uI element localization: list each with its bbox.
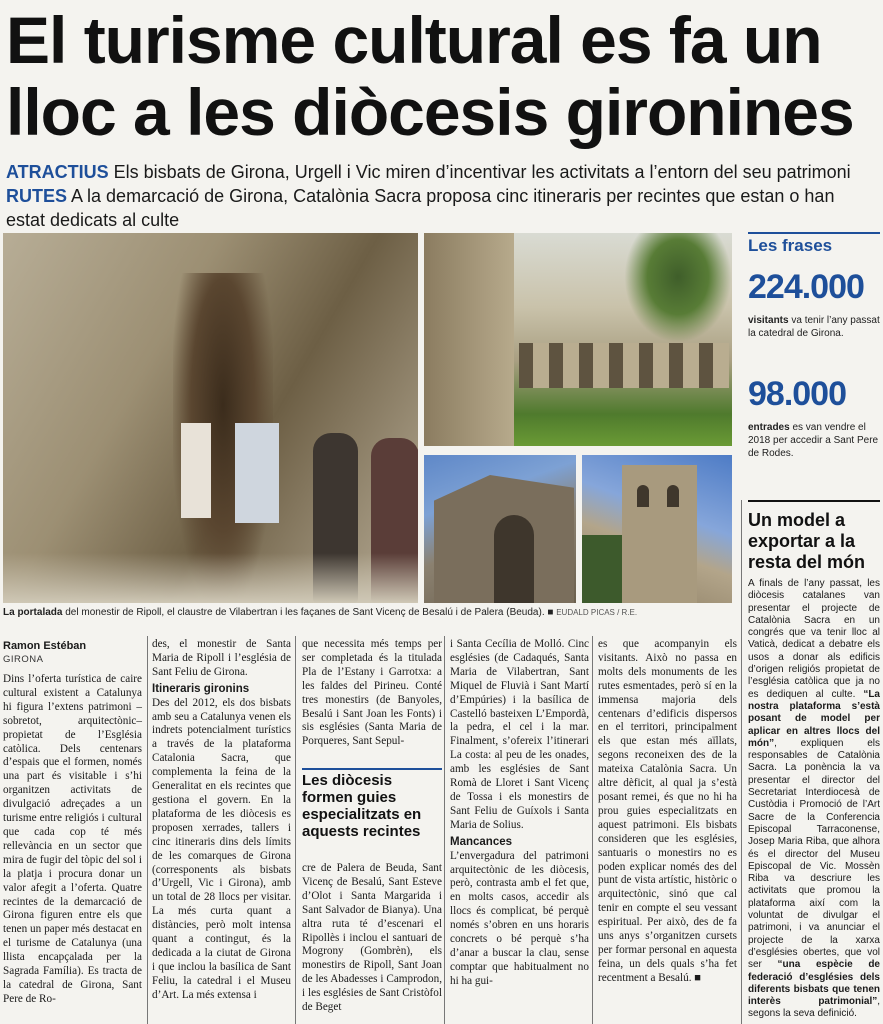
headline-line-2: lloc a les diòcesis gironines: [6, 75, 854, 149]
model-box-title: Un model a exportar a la resta del món: [748, 510, 866, 572]
article-column-2: [152, 638, 291, 1003]
model-box-body: [748, 578, 880, 1021]
stat-bold-2: entrades: [748, 422, 790, 433]
article-column-4: [450, 638, 589, 989]
byline-city: GIRONA: [3, 654, 44, 665]
caption-lead: La portalada: [3, 607, 63, 618]
model-body-a: A finals de l’any passat, les diòcesis catalanes van presentar el projecte de Catalònia Sacra en un congrés que va tenir lloc al Vaticà, dedicat a debatre els usos a donar als edificis d’origen religiós propietat de l’església catòlica que ja no es dediquen al culte.: [748, 578, 880, 700]
model-body-quote-1: “La nostra plataforma s’està posant de model per aplicar en altres llocs del món”: [748, 688, 880, 749]
stat-text-1: [748, 314, 880, 340]
subhead-text-1: Els bisbats de Girona, Urgell i Vic miren d’incentivar les activitats a l’entorn del seu patrimoni: [108, 162, 851, 182]
article-column-3: [302, 638, 442, 749]
sidebar-title: Les frases: [748, 236, 833, 255]
byline-author: Ramon Estéban: [3, 640, 87, 652]
column-2-text-b: Des del 2012, els dos bisbats amb seu a Catalunya venen els indrets potencialment turístics a través de la plataforma Catalonia Sacra, que complementa la feina de la Generalitat en els recintes que gestiona el govern. En la plataforma de les diòcesis es proposen xerrades, tallers i cinc itineraris dins dels límits de les comarques de Girona (corresponents als bisbats d’Urgell, Vic i Girona), amb un total de 28 llocs per visitar. La més curta quant a distàncies, però molt intensa quant a contingut, és la dedicada a la ciutat de Girona i que inclou la basílica de Sant Feliu, la catedral i el Museu d’Art. La més extensa i: [152, 696, 291, 1001]
model-body-c: , expliquen els responsables de Catalònia Sacra. La ponència la va presentar el director del Secretariat Interdiocesà de Custòdia i Promoció de l’Art Sacre de la Conferencia Episcopal Tarraconense, Josep Maria Riba, que alhora és el director del Museu Episcopal de Vic. Mossèn Riba va descriure les activitats que promou la plataforma així com la voluntat de divulgar el patrimoni, i va anunciar el projecte de la xarxa d’esglésies obertes, que vol ser: [748, 737, 880, 971]
column-4-text-b: L’envergadura del patrimoni arquitectònic de les diòcesis, però, contrasta amb el fet que, en molts casos, accedir als llocs és complicat, bé perquè només s’obren en uns horaris concrets o bé perquè s’ha d’anar a buscar la clau, sense comptar que habitualment no hi ha gui-: [450, 849, 589, 987]
column-5-text: es que acompanyin els visitants. Això no passa en molts dels monuments de les rutes esmentades, però sí en la immensa majoria dels centenars d’edificis dispersos en el territori, principalment els que estan més aïllats, segons reconeixen des de la mateixa Catalònia Sacra. Un altre dèficit, al qual ja s’està posant remei, és que no hi ha prou guies especialitzats en aquest patrimoni. Els bisbats consideren que les esglésies, santuaris o monestirs no es poden explicar només des del punt de vista artístic, històric o arquitectònic, sinó que cal tenir en compte el seu vessant espiritual. Per això, des de fa uns anys s’organitzen cursets per formar personal en aquesta feina, un dels quals s’ha fet recentment a Besalú. ■: [598, 638, 737, 984]
stat-desc-1: va tenir l’any passat la catedral de Girona.: [748, 315, 880, 339]
photo-besalu-facade: [424, 455, 576, 603]
column-1-text: Dins l’oferta turística de caire cultural existent a Catalunya hi figura l’extens patrimoni –sobretot, arquitectònic– propietat de l’Església catòlica. Dels centenars d’espais que el formen, només una part és visitable i s’hi organitzen activitats de divulgació adreçades a un turisme entre religiós i cultural que cada cop té més rellevància en un sector que mira de fugir del tòpic del sol i la platja i procura donar un valor afegit a l’oferta. Quatre recintes de la demarcació de Girona figuren entre els que tenen un paper més destacat en el turisme de Catalunya (una llista encapçalada per la Sagrada Família). Es tracta de la catedral de Girona, Sant Pere de Ro-: [3, 673, 142, 1005]
photo-caption: [3, 606, 738, 620]
photo-ripoll-portal: [3, 233, 418, 603]
column-4-text-a: i Santa Cecília de Molló. Cinc esglésies (de Cadaqués, Santa Maria de Vilabertran, Sant Miquel de Fluvià i Sant Martí d’Empúries) i la basílica de Castelló basteixen L’Empordà, la pedra, el cel i la mar. Finalment, s’ofereix l’itinerari La costa: al peu de les onades, amb les esglésies de Sant Romà de Lloret i Sant Vicenç de Tossa i els monestirs de Sant Feliu de Guíxols i Santa Maria de Solius.: [450, 638, 589, 831]
stat-text-2: [748, 421, 880, 460]
stat-desc-2: es van vendre el 2018 per accedir a Sant Pere de Rodes.: [748, 422, 879, 459]
headline-line-1: El turisme cultural es fa un: [6, 3, 822, 77]
subheading-itineraris: Itineraris gironins: [152, 682, 250, 695]
photo-vilabertran-cloister: [424, 233, 732, 446]
column-3-text-b: cre de Palera de Beuda, Sant Vicenç de Besalú, Sant Esteve d’Olot i Santa Margarida i Sant Salvador de Bianya). Una altra ruta té d’escenari el Ripollès i inclou el santuari de Mogrony (Gombrèn), els monestirs de Ripoll, Sant Joan de les Abadesses i Camprodon, i les esglésies de Sant Cristòfol de Beget: [302, 862, 442, 1014]
stat-bold-1: visitants: [748, 315, 789, 326]
subhead-text-2: A la demarcació de Girona, Catalònia Sacra proposa cinc itineraris per recintes que estan o han estat dedicats al culte: [6, 186, 835, 230]
model-box-rule: [748, 500, 880, 502]
caption-text: del monestir de Ripoll, el claustre de Vilabertran i les façanes de Sant Vicenç de Besalú i de Palera (Beuda). ■: [62, 607, 557, 618]
column-rule: [444, 636, 445, 1024]
caption-credit: EUDALD PICAS / R.E.: [556, 608, 638, 617]
model-body-quote-2: “una espècie de federació d’esglésies dels diferents bisbats que tenen interès patrimonial”: [748, 959, 880, 1008]
article-column-1: [3, 673, 142, 1007]
stat-number-2: 98.000: [748, 375, 846, 413]
pull-quote: Les diòcesis formen guies especialitzats en aquests recintes: [302, 772, 422, 840]
headline: [6, 4, 878, 148]
subhead-keyword-1: ATRACTIUS: [6, 162, 109, 182]
column-rule: [592, 636, 593, 1024]
article-column-3b: [302, 862, 442, 1015]
column-2-text-a: des, el monestir de Santa Maria de Ripoll i l’església de Sant Feliu de Girona.: [152, 638, 291, 678]
subheadline: [6, 160, 878, 232]
subheading-mancances: Mancances: [450, 835, 513, 848]
pull-quote-rule: [302, 768, 442, 770]
photo-palera-church: [582, 455, 732, 603]
subhead-keyword-2: RUTES: [6, 186, 68, 206]
article-column-5: [598, 638, 737, 986]
model-body-e: , segons la seva definició.: [748, 996, 880, 1020]
sidebar-top-rule: [748, 232, 880, 234]
stat-number-1: 224.000: [748, 268, 864, 306]
column-rule: [295, 636, 296, 1024]
column-rule: [741, 500, 742, 1024]
column-3-text-a: que necessita més temps per ser completada és la titulada Pla de l’Estany i Garrotxa: a les faldes del Pirineu. Conté tres monestirs (de Banyoles, Besalú i Sant Joan les Fonts) i sis esglésies (Santa Maria de Porqueres, Sant Sepul-: [302, 638, 442, 748]
column-rule: [147, 636, 148, 1024]
